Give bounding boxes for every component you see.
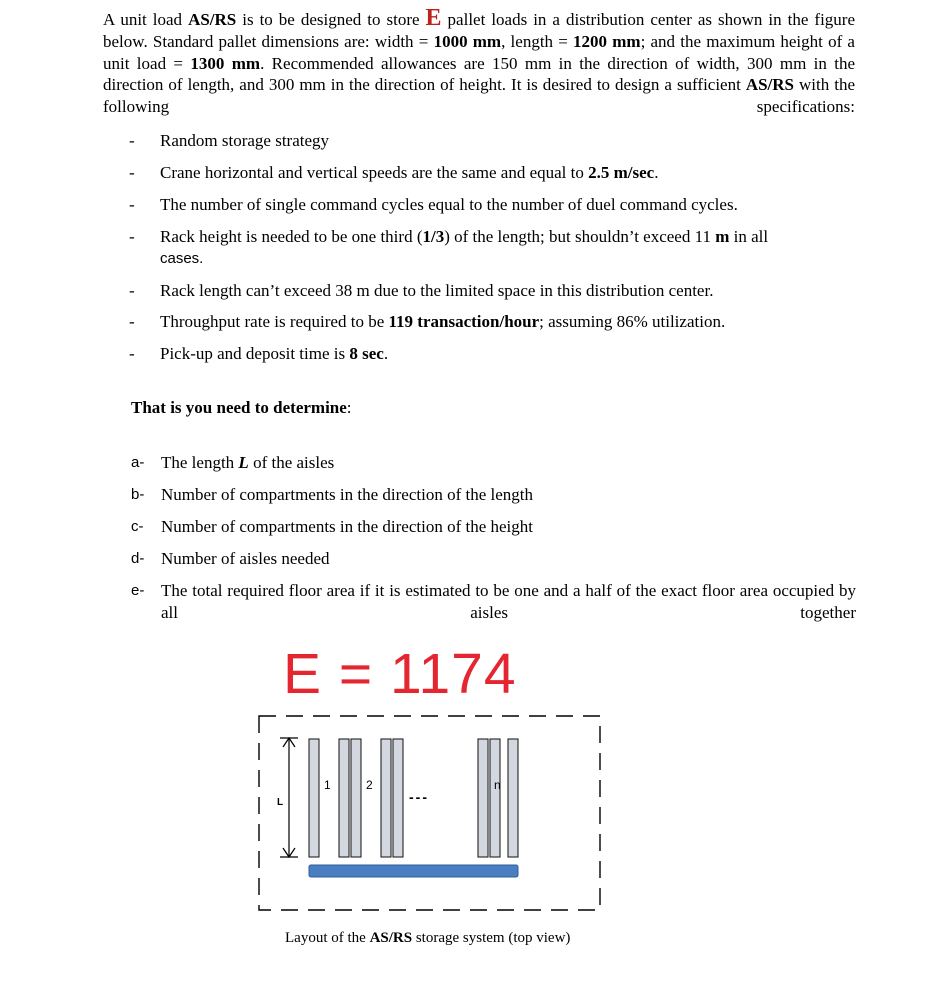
asrs-term: AS/RS bbox=[188, 10, 237, 29]
rack-row-6 bbox=[478, 739, 488, 857]
bullet-dash: - bbox=[129, 227, 135, 246]
task-label: b- bbox=[131, 486, 145, 503]
rack-row-5 bbox=[393, 739, 403, 857]
bullet-dash: - bbox=[129, 131, 135, 150]
rack-row-3 bbox=[351, 739, 361, 857]
bullet-dash: - bbox=[129, 344, 135, 363]
tasks-heading: That is you need to determine: bbox=[131, 398, 352, 417]
bullet-dash: - bbox=[129, 163, 135, 182]
asrs-layout-figure bbox=[250, 705, 610, 915]
rack-row-8 bbox=[508, 739, 518, 857]
spec-continuation: cases. bbox=[160, 250, 204, 267]
rack-row-7 bbox=[490, 739, 500, 857]
rack-row-2 bbox=[339, 739, 349, 857]
rack-row-1 bbox=[309, 739, 319, 857]
task-label: c- bbox=[131, 518, 144, 535]
aisle-label-2: 2 bbox=[366, 778, 373, 792]
dimension-label-l: L bbox=[277, 797, 284, 808]
bullet-dash: - bbox=[129, 281, 135, 300]
input-output-conveyor bbox=[309, 865, 518, 877]
aisle-label-n: n bbox=[494, 778, 501, 792]
rack-row-4 bbox=[381, 739, 391, 857]
task-label: d- bbox=[131, 550, 145, 567]
variable-e: E bbox=[425, 5, 442, 31]
bullet-dash: - bbox=[129, 312, 135, 331]
problem-intro: A unit load AS/RS is to be designed to store E pallet loads in a distribution center as shown in the figure below. Standard pallet dimensions are: width = 1000 mm, length = 1200 mm; and the maximum height of a unit load = 1300 mm. Recommended allowances are 150 mm in the direction of width, 300 mm in the direction of length, and 300 mm in the direction of height. It is desired to design a sufficient AS/RS with the following specifications: bbox=[103, 5, 856, 117]
task-label: e- bbox=[131, 582, 145, 599]
aisle-ellipsis: --- bbox=[409, 789, 429, 805]
e-value-annotation: E = 1174 bbox=[283, 642, 517, 706]
bullet-dash: - bbox=[129, 195, 135, 214]
figure-caption: Layout of the AS/RS storage system (top view) bbox=[285, 930, 571, 946]
task-label: a- bbox=[131, 454, 145, 471]
aisle-label-1: 1 bbox=[324, 778, 331, 792]
